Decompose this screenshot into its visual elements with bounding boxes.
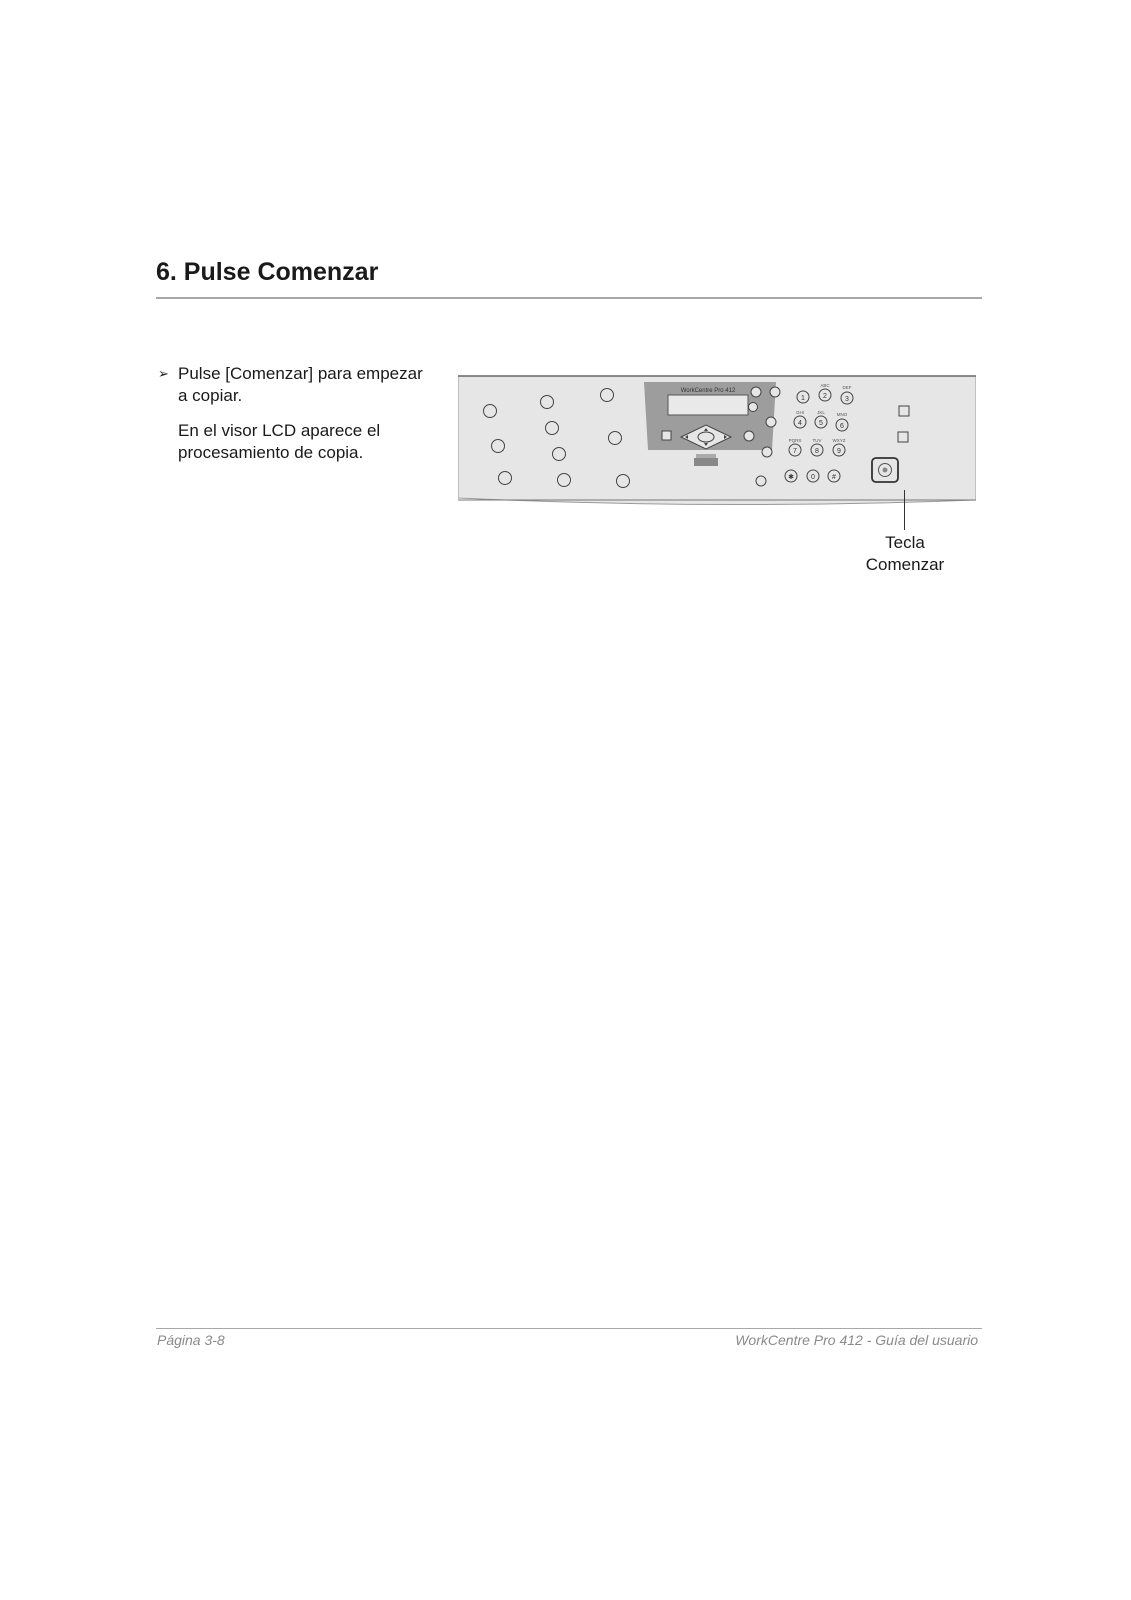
key-9: 9 <box>837 448 841 455</box>
function-button-icon <box>484 405 497 418</box>
function-button-icon <box>770 387 780 397</box>
instruction-note: En el visor LCD aparece el procesamiento de copia. <box>178 421 381 462</box>
function-button-icon <box>492 440 505 453</box>
key-0: 0 <box>811 474 815 481</box>
function-button-icon <box>541 396 554 409</box>
callout-line-1: Tecla <box>885 533 925 552</box>
function-button-icon <box>609 432 622 445</box>
function-button-icon <box>751 387 761 397</box>
arrow-bullet-icon: ➢ <box>158 366 169 381</box>
function-button-icon <box>553 448 566 461</box>
function-button-icon <box>762 447 772 457</box>
key-7: 7 <box>793 448 797 455</box>
page-number: Página 3-8 <box>157 1332 225 1348</box>
stop-key-icon <box>899 406 909 416</box>
key-3: 3 <box>845 396 849 403</box>
document-title: WorkCentre Pro 412 - Guía del usuario <box>735 1332 978 1348</box>
function-button-icon <box>601 389 614 402</box>
key-star: ✱ <box>788 474 794 481</box>
key-5: 5 <box>819 420 823 427</box>
key-label-wxyz: WXYZ <box>832 438 846 443</box>
function-button-icon <box>558 474 571 487</box>
heading-divider <box>156 297 982 299</box>
key-label-abc: ABC <box>820 383 830 388</box>
instruction-text: Pulse [Comenzar] para empezar a copiar. <box>178 364 423 405</box>
key-2: 2 <box>823 393 827 400</box>
function-button-icon <box>499 472 512 485</box>
section-heading: 6. Pulse Comenzar <box>156 258 379 286</box>
key-label-tuv: TUV <box>812 438 822 443</box>
copier-icon <box>694 454 718 466</box>
exit-key-icon <box>744 431 754 441</box>
control-panel-illustration <box>458 370 976 514</box>
key-hash: # <box>832 474 836 481</box>
callout-line-2: Comenzar <box>865 555 945 574</box>
footer-divider <box>156 1328 982 1329</box>
callout-leader-line <box>904 490 905 530</box>
key-label-pqrs: PQRS <box>788 438 802 443</box>
clear-key-icon <box>898 432 908 442</box>
start-key-icon <box>872 458 898 482</box>
key-6: 6 <box>840 423 844 430</box>
key-4: 4 <box>798 420 802 427</box>
menu-key-icon <box>662 431 671 440</box>
key-label-def: DEF <box>842 385 852 390</box>
function-button-icon <box>546 422 559 435</box>
start-key-callout <box>840 532 970 576</box>
key-label-mno: MNO <box>836 412 848 417</box>
function-button-icon <box>617 475 630 488</box>
key-label-jkl: JKL <box>817 410 825 415</box>
key-label-ghi: GHI <box>795 410 805 415</box>
key-1: 1 <box>801 395 805 402</box>
function-button-icon <box>749 403 758 412</box>
model-label: WorkCentre Pro 412 <box>680 388 736 394</box>
instruction-step <box>158 363 428 407</box>
key-8: 8 <box>815 448 819 455</box>
lcd-screen <box>668 395 748 415</box>
function-button-icon <box>766 417 776 427</box>
function-button-icon <box>756 476 766 486</box>
